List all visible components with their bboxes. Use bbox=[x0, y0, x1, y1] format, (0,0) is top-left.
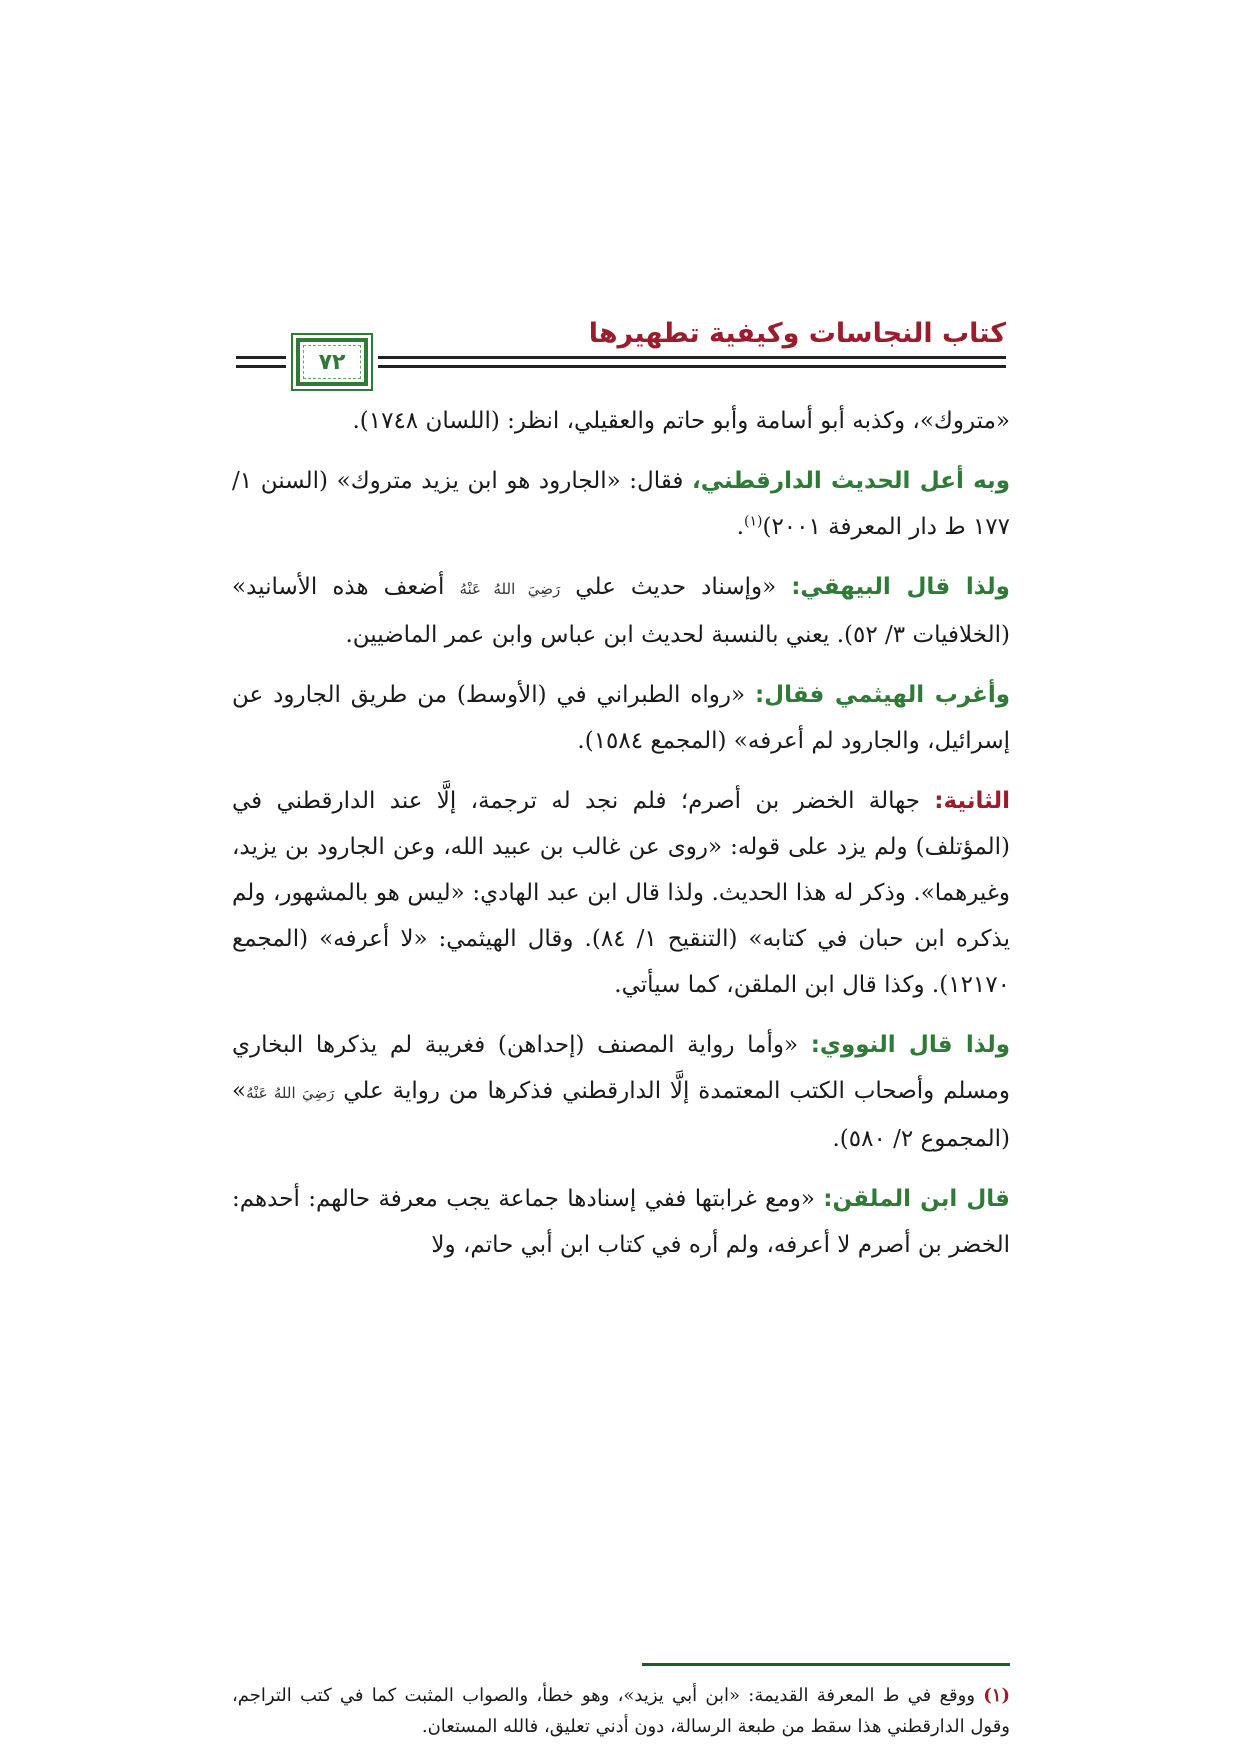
footnote bbox=[232, 1680, 1010, 1742]
paragraph-5-text: جهالة الخضر بن أصرم؛ فلم نجد له ترجمة، إلَّا عند الدارقطني في (المؤتلف) ولم يزد على قوله: «روى عن غالب بن عبيد الله، وعن الجارود بن يزيد، وغيرهما». وذكر له هذا الحديث. ولذا قال ابن عبد الهادي: «ليس هو بالمشهور، ولم يذكره ابن حبان في كتابه» (التنقيح ١/ ٨٤). وقال الهيثمي: «لا أعرفه» (المجمع ١٢١٧٠). وكذا قال ابن الملقن، كما سيأتي. bbox=[232, 788, 1011, 998]
paragraph-6 bbox=[232, 1022, 1010, 1162]
honorific-glyph: رَضِيَ اللهُ عَنْهُ bbox=[459, 580, 561, 598]
header-rule-left-top bbox=[236, 356, 286, 359]
header-rule-right-top bbox=[378, 356, 1006, 359]
main-text bbox=[232, 398, 1010, 1282]
paragraph-6-text: «وأما رواية المصنف (إحداهن) فغريبة لم يذكرها البخاري ومسلم وأصحاب الكتب المعتمدة إلَّا الدارقطني فذكرها من رواية علي bbox=[232, 1032, 1010, 1104]
footnote-mark: (١) bbox=[983, 1685, 1010, 1706]
paragraph-2-tail: . bbox=[736, 514, 744, 540]
header-rule-left-bottom bbox=[236, 365, 286, 368]
footnote-text: ووقع في ط المعرفة القديمة: «ابن أبي يزيد»، وهو خطأ، والصواب المثبت كما في كتب التراجم، وقول الدارقطني هذا سقط من طبعة الرسالة، دون أدني تعليق، فالله المستعان. bbox=[232, 1685, 1010, 1737]
paragraph-2 bbox=[232, 458, 1010, 550]
page-number-badge bbox=[296, 338, 368, 386]
footnote-reference[interactable]: (١) bbox=[744, 513, 763, 530]
paragraph-4-text: «رواه الطبراني في (الأوسط) من طريق الجارود عن إسرائيل، والجارود لم أعرفه» (المجمع ١٥٨٤). bbox=[232, 682, 1010, 754]
header-rule-right-bottom bbox=[378, 365, 1006, 368]
paragraph-1 bbox=[232, 398, 1010, 444]
paragraph-2-lead: وبه أعل الحديث الدارقطني، bbox=[691, 468, 1010, 494]
paragraph-3-tail: أضعف هذه الأسانيد» (الخلافيات ٣/ ٥٢). يعني بالنسبة لحديث ابن عباس وابن عمر الماضيين. bbox=[232, 574, 1010, 648]
paragraph-5-lead: الثانية: bbox=[934, 788, 1010, 814]
paragraph-7-lead: قال ابن الملقن: bbox=[823, 1186, 1010, 1212]
paragraph-7-text: «ومع غرابتها ففي إسنادها جماعة يجب معرفة حالهم: أحدهم: الخضر بن أصرم لا أعرفه، ولم أره في كتاب ابن أبي حاتم، ولا bbox=[232, 1186, 1010, 1258]
honorific-glyph: رَضِيَ اللهُ عَنْهُ bbox=[246, 1084, 335, 1102]
paragraph-5 bbox=[232, 778, 1010, 1008]
paragraph-3-text: «وإسناد حديث علي bbox=[560, 574, 792, 600]
paragraph-2-text: فقال: «الجارود هو ابن يزيد متروك» (السنن ١/ ١٧٧ ط دار المعرفة ٢٠٠١) bbox=[232, 468, 1010, 540]
paragraph-6-tail: » (المجموع ٢/ ٥٨٠). bbox=[232, 1078, 1010, 1152]
paragraph-6-lead: ولذا قال النووي: bbox=[810, 1032, 1011, 1058]
page-header bbox=[236, 312, 1006, 390]
book-title: كتاب النجاسات وكيفية تطهيرها bbox=[588, 318, 1006, 349]
paragraph-4 bbox=[232, 672, 1010, 764]
paragraph-1-text: «متروك»، وكذبه أبو أسامة وأبو حاتم والعقيلي، انظر: (اللسان ١٧٤٨). bbox=[352, 408, 1010, 434]
paragraph-4-lead: وأغرب الهيثمي فقال: bbox=[754, 682, 1011, 708]
page-number: ٧٢ bbox=[318, 349, 346, 375]
paragraph-7 bbox=[232, 1176, 1010, 1268]
paragraph-3-lead: ولذا قال البيهقي: bbox=[791, 574, 1010, 600]
paragraph-3 bbox=[232, 564, 1010, 658]
footnote-divider bbox=[642, 1663, 1010, 1666]
